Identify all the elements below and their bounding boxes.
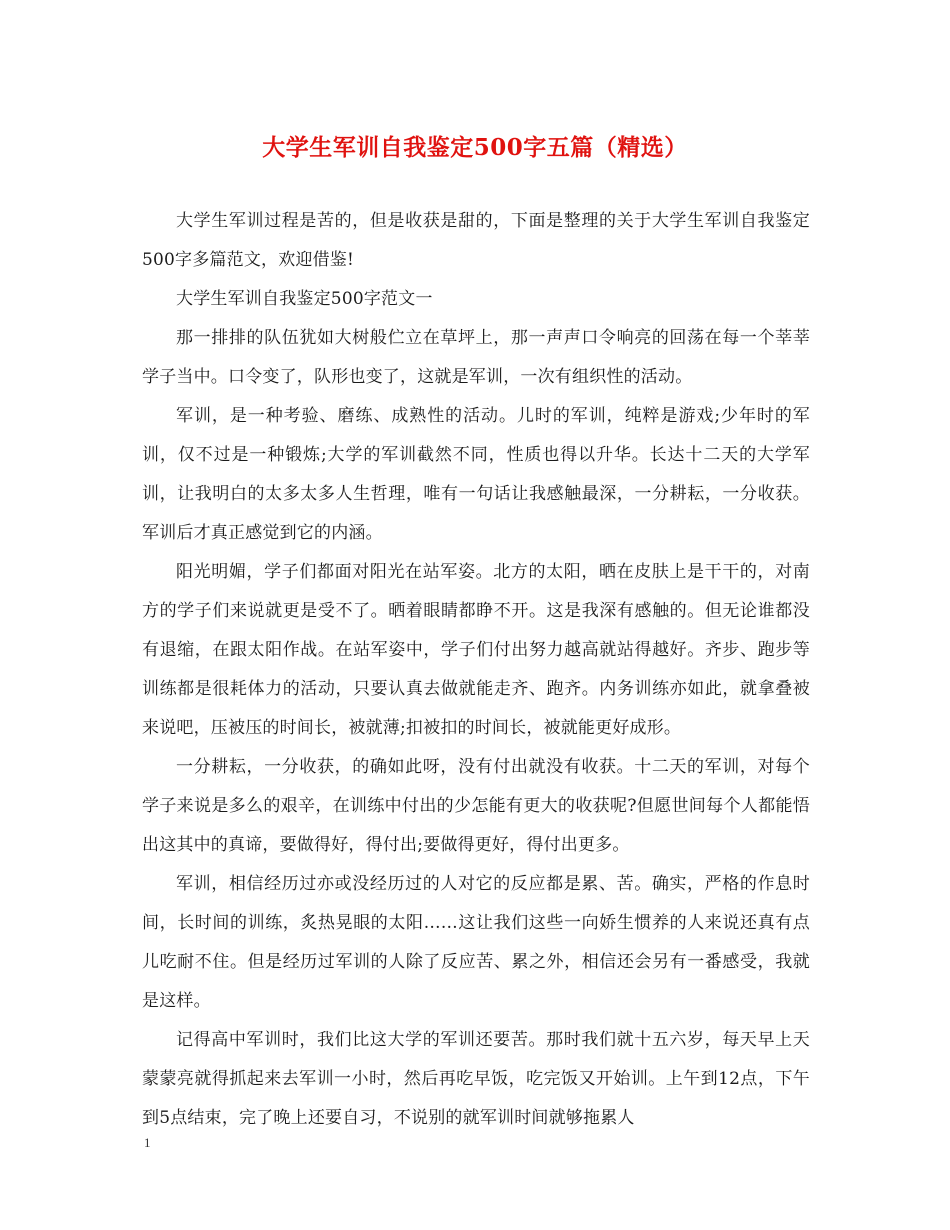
paragraph: 军训，是一种考验、磨练、成熟性的活动。儿时的军训，纯粹是游戏;少年时的军训，仅不过是一种锻炼;大学的军训截然不同，性质也得以升华。长达十二天的大学军训，让我明白的太多太多人生哲理，唯有一句话让我感触最深，一分耕耘，一分收获。军训后才真正感觉到它的内涵。 bbox=[142, 406, 810, 543]
document-body bbox=[142, 202, 810, 1138]
page-number: 1 bbox=[144, 1135, 151, 1150]
paragraph: 记得高中军训时，我们比这大学的军训还要苦。那时我们就十五六岁，每天早上天蒙蒙亮就得抓起来去军训一小时，然后再吃早饭，吃完饭又开始训。上午到12点，下午到5点结束，完了晚上还要自习，不说别的就军训时间就够拖累人 bbox=[142, 1030, 810, 1128]
paragraph-section-heading: 大学生军训自我鉴定500字范文一 bbox=[176, 289, 433, 309]
paragraph: 那一排排的队伍犹如大树般伫立在草坪上，那一声声口令响亮的回荡在每一个莘莘学子当中。口令变了，队形也变了，这就是军训，一次有组织性的活动。 bbox=[142, 328, 810, 387]
paragraph: 阳光明媚，学子们都面对阳光在站军姿。北方的太阳，晒在皮肤上是干干的，对南方的学子们来说就更是受不了。晒着眼睛都睁不开。这是我深有感触的。但无论谁都没有退缩，在跟太阳作战。在站军姿中，学子们付出努力越高就站得越好。齐步、跑步等训练都是很耗体力的活动，只要认真去做就能走齐、跑齐。内务训练亦如此，就拿叠被来说吧，压被压的时间长，被就薄;扣被扣的时间长，被就能更好成形。 bbox=[142, 562, 810, 738]
paragraph: 军训，相信经历过亦或没经历过的人对它的反应都是累、苦。确实，严格的作息时间，长时间的训练，炙热晃眼的太阳……这让我们这些一向娇生惯养的人来说还真有点儿吃耐不住。但是经历过军训的人除了反应苦、累之外，相信还会另有一番感受，我就是这样。 bbox=[142, 874, 810, 1011]
paragraph-intro: 大学生军训过程是苦的，但是收获是甜的，下面是整理的关于大学生军训自我鉴定500字多篇范文，欢迎借鉴! bbox=[142, 211, 810, 270]
document-title: 大学生军训自我鉴定500字五篇（精选） bbox=[262, 134, 688, 161]
paragraph: 一分耕耘，一分收获，的确如此呀，没有付出就没有收获。十二天的军训，对每个学子来说是多么的艰辛，在训练中付出的少怎能有更大的收获呢?但愿世间每个人都能悟出这其中的真谛，要做得好，得付出;要做得更好，得付出更多。 bbox=[142, 757, 810, 855]
